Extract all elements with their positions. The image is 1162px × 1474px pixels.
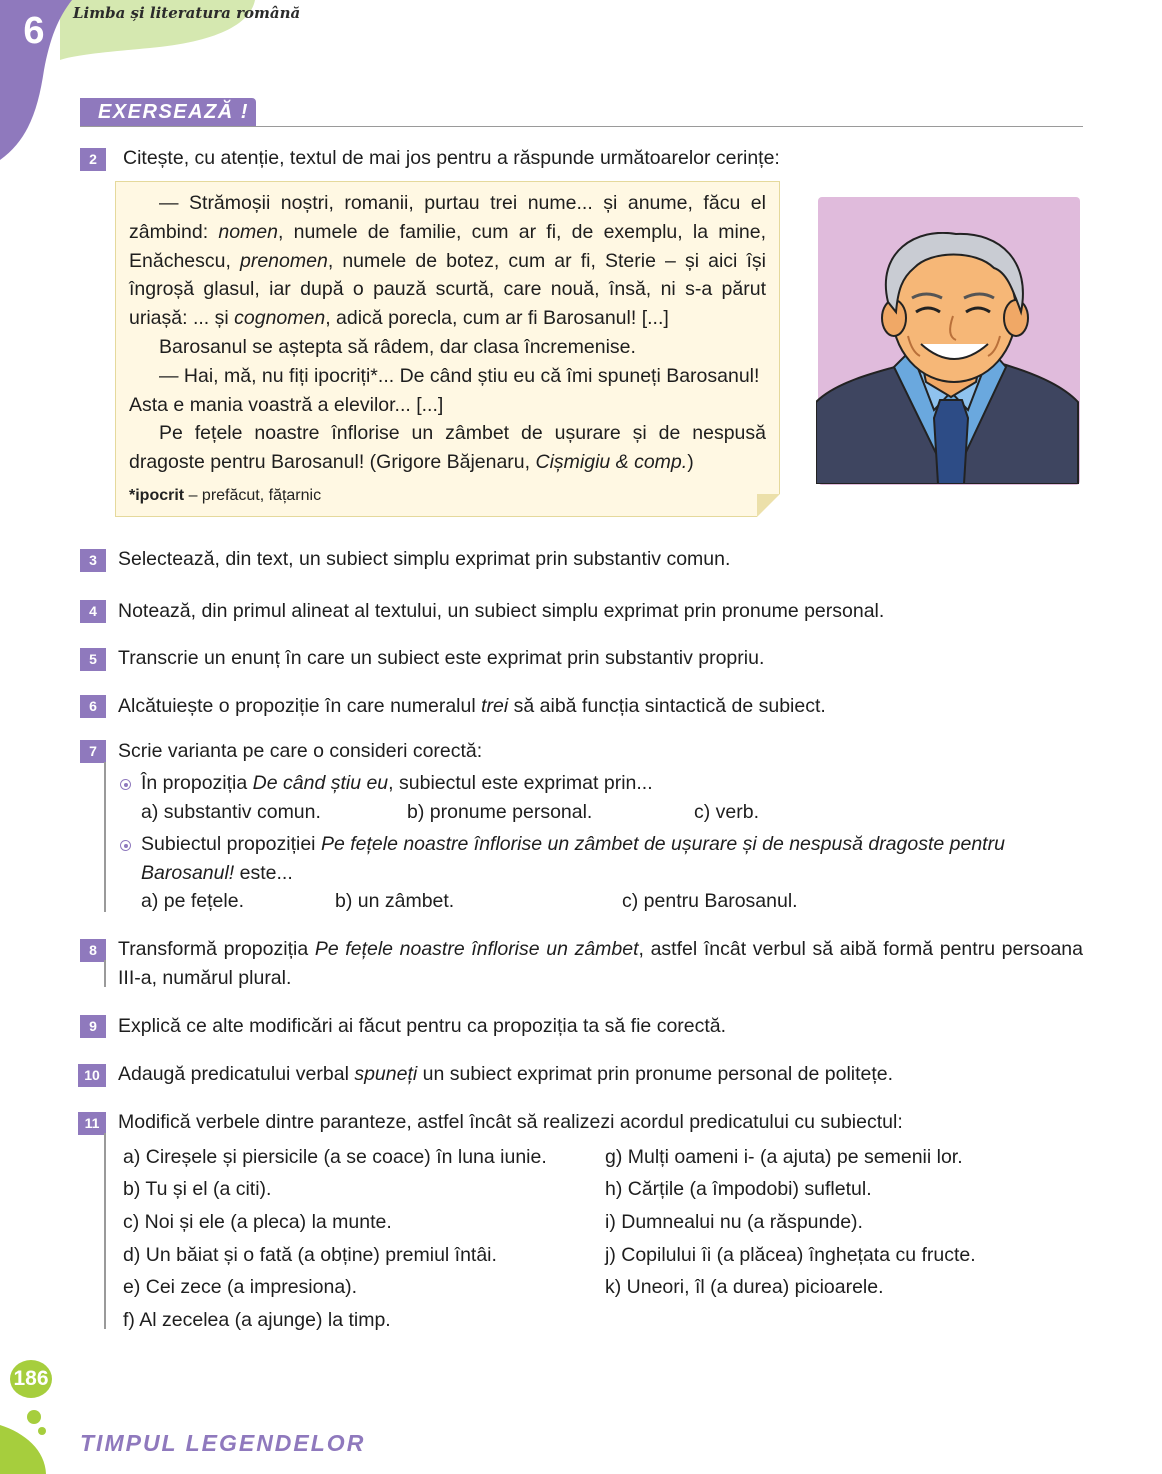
- exercise-number-badge: 11: [78, 1112, 106, 1135]
- reading-passage: [129, 189, 766, 477]
- exercise-item: a) Cireșele și piersicile (a se coace) în luna iunie.: [123, 1146, 547, 1168]
- teacher-portrait-illustration: [816, 232, 1082, 484]
- exercise-item: i) Dumnealui nu (a răspunde).: [605, 1211, 863, 1233]
- subquestion-text: Subiectul propoziției Pe fețele noastre înflorise un zâmbet de ușurare și de nespusă dragoste pentru Barosanul! este...: [141, 833, 1005, 884]
- exercise-number-badge: 6: [80, 695, 106, 718]
- series-title: TIMPUL LEGENDELOR: [80, 1430, 366, 1456]
- answer-option: b) un zâmbet.: [335, 890, 455, 912]
- exercise-prompt: Alcătuiește o propoziție în care numeralul trei să aibă funcția sintactică de subiect.: [118, 695, 826, 717]
- bullet-icon: [120, 840, 131, 851]
- answer-option: a) pe fețele.: [141, 890, 244, 912]
- exercise-item: b) Tu și el (a citi).: [123, 1178, 272, 1200]
- bullet-icon: [120, 779, 131, 790]
- exercise-number-badge: 8: [80, 939, 106, 962]
- page-curl-corner: [757, 494, 780, 517]
- exercise-margin-rule: [104, 1133, 106, 1329]
- exercise-prompt: Selectează, din text, un subiect simplu exprimat prin substantiv comun.: [118, 548, 731, 570]
- exercise-number-badge: 7: [80, 740, 106, 763]
- exercise-number-badge: 2: [80, 148, 106, 171]
- exercise-prompt: Citește, cu atenție, textul de mai jos pentru a răspunde următoarelor cerințe:: [123, 147, 780, 169]
- exercise-item: g) Mulți oameni i- (a ajuta) pe semenii lor.: [605, 1146, 963, 1168]
- exercise-margin-rule: [104, 960, 106, 987]
- exercise-prompt: Modifică verbele dintre paranteze, astfel încât să realizezi acordul predicatului cu subiectul:: [118, 1111, 903, 1133]
- exercise-number-badge: 10: [78, 1064, 106, 1087]
- exercise-prompt: Explică ce alte modificări ai făcut pentru ca propoziția ta să fie corectă.: [118, 1015, 727, 1037]
- exercise-item: d) Un băiat și o fată (a obține) premiul întâi.: [123, 1244, 497, 1266]
- exercise-margin-rule: [104, 762, 106, 912]
- exercise-number-badge: 9: [80, 1015, 106, 1038]
- passage-paragraph: Asta e mania voastră a elevilor... [...]: [129, 393, 444, 416]
- exercise-prompt: Transformă propoziția Pe fețele noastre înflorise un zâmbet, astfel încât verbul să aibă formă pentru persoana III-a, numărul plural.: [118, 938, 1083, 989]
- chapter-number: 6: [23, 10, 45, 52]
- answer-option: c) pentru Barosanul.: [622, 890, 798, 912]
- exercise-item: k) Uneori, îl (a durea) picioarele.: [605, 1276, 884, 1298]
- section-title: EXERSEAZĂ !: [80, 98, 256, 126]
- exercise-prompt: Adaugă predicatului verbal spuneți un subiect exprimat prin pronume personal de politețe.: [118, 1063, 894, 1085]
- book-title: Limba și literatura română: [73, 4, 301, 22]
- subquestion-text: În propoziția De când știu eu, subiectul este exprimat prin...: [141, 772, 653, 794]
- exercise-number-badge: 3: [80, 549, 106, 572]
- exercise-item: c) Noi și ele (a pleca) la munte.: [123, 1211, 392, 1233]
- answer-option: b) pronume personal.: [407, 801, 593, 823]
- passage-paragraph: — Hai, mă, nu fiți ipocriți*... De când știu eu că îmi spuneți Barosanul!: [159, 364, 760, 387]
- footer-decoration: [0, 1395, 60, 1474]
- passage-paragraph: Barosanul se aștepta să râdem, dar clasa încremenise.: [159, 335, 636, 358]
- exercise-item: h) Cărțile (a împodobi) sufletul.: [605, 1178, 872, 1200]
- section-divider: [80, 126, 1083, 127]
- answer-option: c) verb.: [694, 801, 760, 823]
- footnote: *ipocrit – prefăcut, fățarnic: [129, 487, 322, 504]
- page-number: 186: [10, 1360, 52, 1398]
- exercise-item: j) Copilului îi (a plăcea) înghețata cu fructe.: [605, 1244, 976, 1266]
- answer-option: a) substantiv comun.: [141, 801, 321, 823]
- passage-paragraph: Pe fețele noastre înflorise un zâmbet de ușurare și de nespusă dragoste pentru Barosanul! (Grigore Băjenaru, Cișmigiu & comp.): [129, 422, 766, 474]
- exercise-item: f) Al zecelea (a ajunge) la timp.: [123, 1309, 391, 1331]
- exercise-prompt: Notează, din primul alineat al textului, un subiect simplu exprimat prin pronume personal.: [118, 600, 885, 622]
- exercise-number-badge: 4: [80, 600, 106, 623]
- exercise-prompt: Scrie varianta pe care o consideri corectă:: [118, 740, 483, 762]
- exercise-item: e) Cei zece (a impresiona).: [123, 1276, 358, 1298]
- passage-paragraph: — Strămoșii noștri, romanii, purtau trei nume... și anume, făcu el zâmbind: nomen, numele de familie, cum ar fi, de exemplu, la mine, Enăchescu, prenomen, numele de botez, cum ar fi, Sterie – și aici își îngroșă glasul, iar după o pauză scurtă, care nouă, însă, ni s-a părut uriașă: ... și cognomen, adică porecla, cum ar fi Barosanul! [...]: [129, 192, 766, 330]
- exercise-number-badge: 5: [80, 648, 106, 671]
- exercise-prompt: Transcrie un enunț în care un subiect este exprimat prin substantiv propriu.: [118, 647, 765, 669]
